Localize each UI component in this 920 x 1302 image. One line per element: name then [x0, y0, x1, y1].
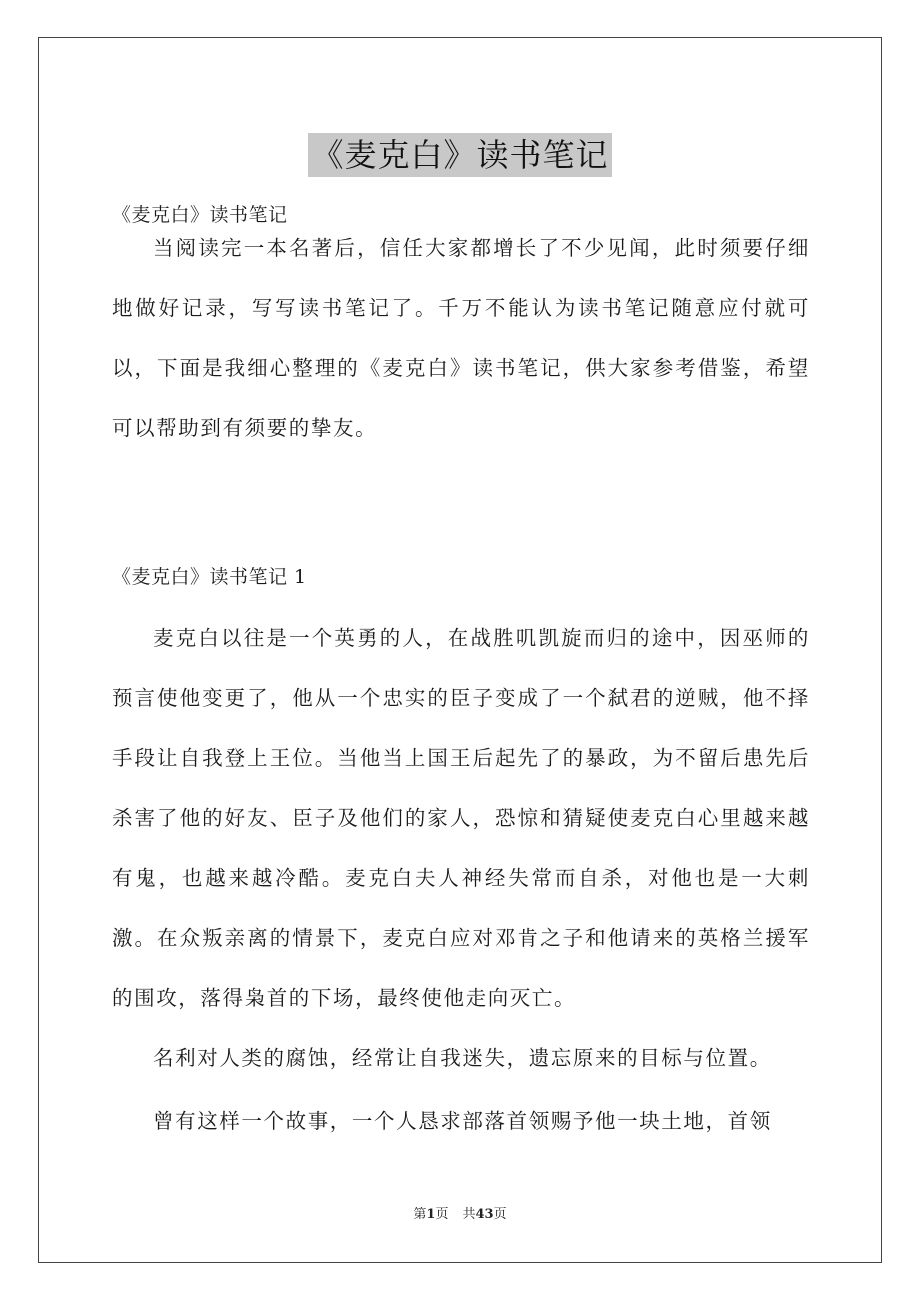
section1-paragraph-1: 麦克白以往是一个英勇的人，在战胜叽凯旋而归的途中，因巫师的预言使他变更了，他从一个忠实的臣子变成了一个弑君的逆贼，他不择手段让自我登上王位。当他当上国王后起先了的暴政，为不留后患先后杀害了他的好友、臣子及他们的家人，恐惊和猜疑使麦克白心里越来越有鬼，也越来越冷酷。麦克白夫人神经失常而自杀，对他也是一大刺激。在众叛亲离的情景下，麦克白应对邓肯之子和他请来的英格兰援军的围攻，落得枭首的下场，最终使他走向灭亡。 — [112, 626, 810, 1010]
footer-total-suffix: 页 — [493, 1207, 507, 1222]
document-title: 《麦克白》读书笔记 — [308, 133, 611, 177]
document-subtitle: 《麦克白》读书笔记 — [112, 204, 288, 226]
section1-paragraph-2: 名利对人类的腐蚀，经常让自我迷失，遗忘原来的目标与位置。 — [153, 1046, 772, 1070]
footer-total-prefix: 共 — [462, 1207, 476, 1222]
footer-page-suffix: 页 — [435, 1207, 449, 1222]
section1-paragraph-3: 曾有这样一个故事，一个人恳求部落首领赐予他一块土地，首领 — [153, 1109, 772, 1133]
footer-page-prefix: 第 — [413, 1207, 427, 1222]
title-container — [0, 112, 920, 199]
footer-page-number: 1 — [426, 1207, 436, 1222]
footer-total-pages: 43 — [475, 1207, 494, 1222]
section-heading-1: 《麦克白》读书笔记 1 — [112, 566, 307, 588]
page-footer — [0, 1205, 920, 1225]
intro-paragraph: 当阅读完一本名著后，信任大家都增长了不少见闻，此时须要仔细地做好记录，写写读书笔记了。千万不能认为读书笔记随意应付就可以，下面是我细心整理的《麦克白》读书笔记，供大家参考借鉴，希望可以帮助到有须要的挚友。 — [112, 236, 810, 440]
